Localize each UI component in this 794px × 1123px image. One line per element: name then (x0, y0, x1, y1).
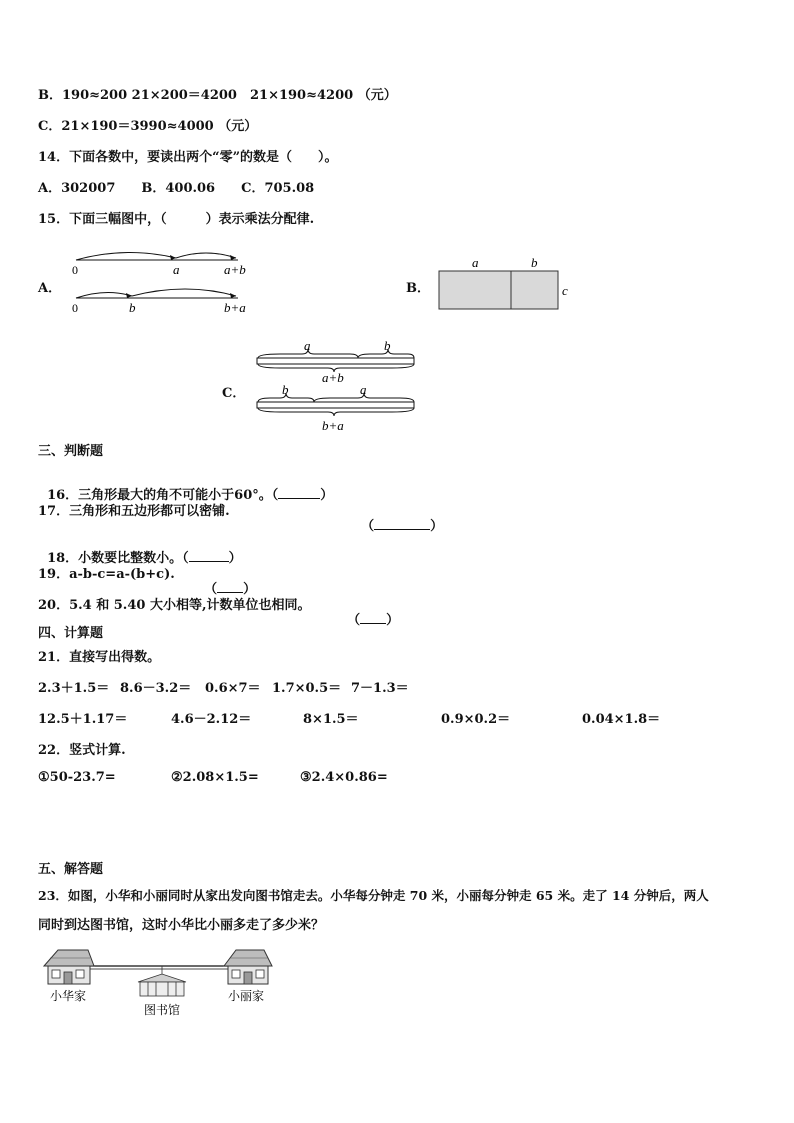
question-23-line-2: 同时到达图书馆，这时小华比小丽多走了多少米？ (38, 918, 325, 933)
label-library: 图书馆 (144, 1003, 181, 1017)
question-19-paren-right: ） (243, 582, 257, 597)
q23-illustration (38, 944, 288, 1020)
question-23-line-1: 23．如图，小华和小丽同时从家出发向图书馆走去。小华每分钟走 70 米，小丽每分钟走 65 米。走了 14 分钟后，两人 (38, 888, 709, 903)
question-19: 19．a-b-c=a-(b+c). (38, 567, 175, 582)
fig-a-zero-1: 0 (72, 263, 78, 277)
fig-a-label-bpa: b+a (224, 300, 246, 315)
calc-item: 1.7×0.5＝ (272, 681, 342, 696)
calc-item: 8×1.5＝ (303, 712, 359, 727)
question-20-answer (338, 594, 399, 628)
fig-b-label-c: c (562, 283, 568, 298)
question-17: 17．三角形和五边形都可以密铺. (38, 504, 230, 519)
calc-item: ③2.4×0.86= (300, 770, 388, 785)
calc-item: 0.04×1.8＝ (582, 712, 661, 727)
q15-figure-a (66, 246, 266, 320)
answer-blank-17[interactable] (374, 517, 430, 530)
answer-blank-16[interactable] (278, 486, 320, 499)
calc-item: ①50-23.7= (38, 770, 116, 785)
fig-c-label-b-2: b (282, 382, 289, 397)
question-16-text: 16．三角形最大的角不可能小于60°。（ (47, 488, 279, 503)
section-3-title: 三、判断题 (38, 444, 104, 459)
question-18-text: 18．小数要比整数小。（ (47, 551, 189, 566)
fig-c-label-a-2: a (360, 382, 367, 397)
fig-b-label-a: a (472, 255, 479, 270)
q15-label-c: C． (222, 386, 246, 401)
calc-item: 8.6－3.2＝ (120, 681, 192, 696)
question-15: 15．下面三幅图中，（ ）表示乘法分配律. (38, 212, 315, 227)
fig-a-label-a: a (173, 262, 180, 277)
calc-item: 0.9×0.2＝ (441, 712, 511, 727)
calc-item: 12.5＋1.17＝ (38, 712, 128, 727)
answer-blank-19[interactable] (217, 580, 243, 593)
question-18-end: ） (228, 551, 242, 566)
question-17-paren-right: ） (430, 519, 444, 534)
question-17-answer (352, 500, 443, 534)
option-c-line: C．21×190＝3990≈4000 （元） (38, 119, 258, 134)
question-20-paren-right: ） (386, 613, 400, 628)
question-16 (38, 469, 333, 503)
question-16-end: ） (320, 488, 334, 503)
q15-figure-b (430, 254, 580, 314)
section-4-title: 四、计算题 (38, 626, 104, 641)
question-22: 22．竖式计算. (38, 743, 126, 758)
q15-label-b: B． (406, 281, 430, 296)
house-right-icon (224, 950, 272, 984)
q15-label-a: A． (38, 281, 62, 296)
library-icon (138, 966, 186, 996)
answer-blank-20[interactable] (360, 611, 386, 624)
calc-item: 0.6×7＝ (205, 681, 261, 696)
fig-c-label-apb: a+b (322, 370, 344, 385)
q15-figure-c (250, 338, 422, 436)
question-19-paren-left: （ (204, 582, 218, 597)
label-xiaoli-home: 小丽家 (228, 989, 265, 1003)
fig-a-label-b: b (129, 300, 136, 315)
fig-a-zero-2: 0 (72, 301, 78, 315)
question-14-options: A．302007 B．400.06 C．705.08 (38, 181, 315, 196)
answer-blank-18[interactable] (189, 549, 229, 562)
fig-c-label-b-1: b (384, 338, 391, 353)
house-left-icon (44, 950, 94, 984)
question-17-paren-left: （ (361, 519, 375, 534)
fig-b-label-b: b (531, 255, 538, 270)
question-20-paren-left: （ (347, 613, 361, 628)
label-xiaohua-home: 小华家 (50, 989, 87, 1003)
question-14: 14．下面各数中，要读出两个“零”的数是（ ）。 (38, 150, 338, 165)
option-b-line: B．190≈200 21×200＝4200 21×190≈4200 （元） (38, 88, 397, 103)
fig-c-label-a-1: a (304, 338, 311, 353)
question-20: 20．5.4 和 5.40 大小相等,计数单位也相同。 (38, 598, 311, 613)
calc-item: 7－1.3＝ (351, 681, 409, 696)
section-5-title: 五、解答题 (38, 862, 104, 877)
fig-c-label-bpa: b+a (322, 418, 344, 433)
calc-item: ②2.08×1.5= (171, 770, 259, 785)
calc-item: 4.6－2.12＝ (171, 712, 252, 727)
calc-item: 2.3＋1.5＝ (38, 681, 110, 696)
question-21: 21．直接写出得数。 (38, 650, 161, 665)
question-19-answer (195, 563, 256, 597)
fig-a-label-apb: a+b (224, 262, 246, 277)
question-18 (38, 532, 242, 566)
